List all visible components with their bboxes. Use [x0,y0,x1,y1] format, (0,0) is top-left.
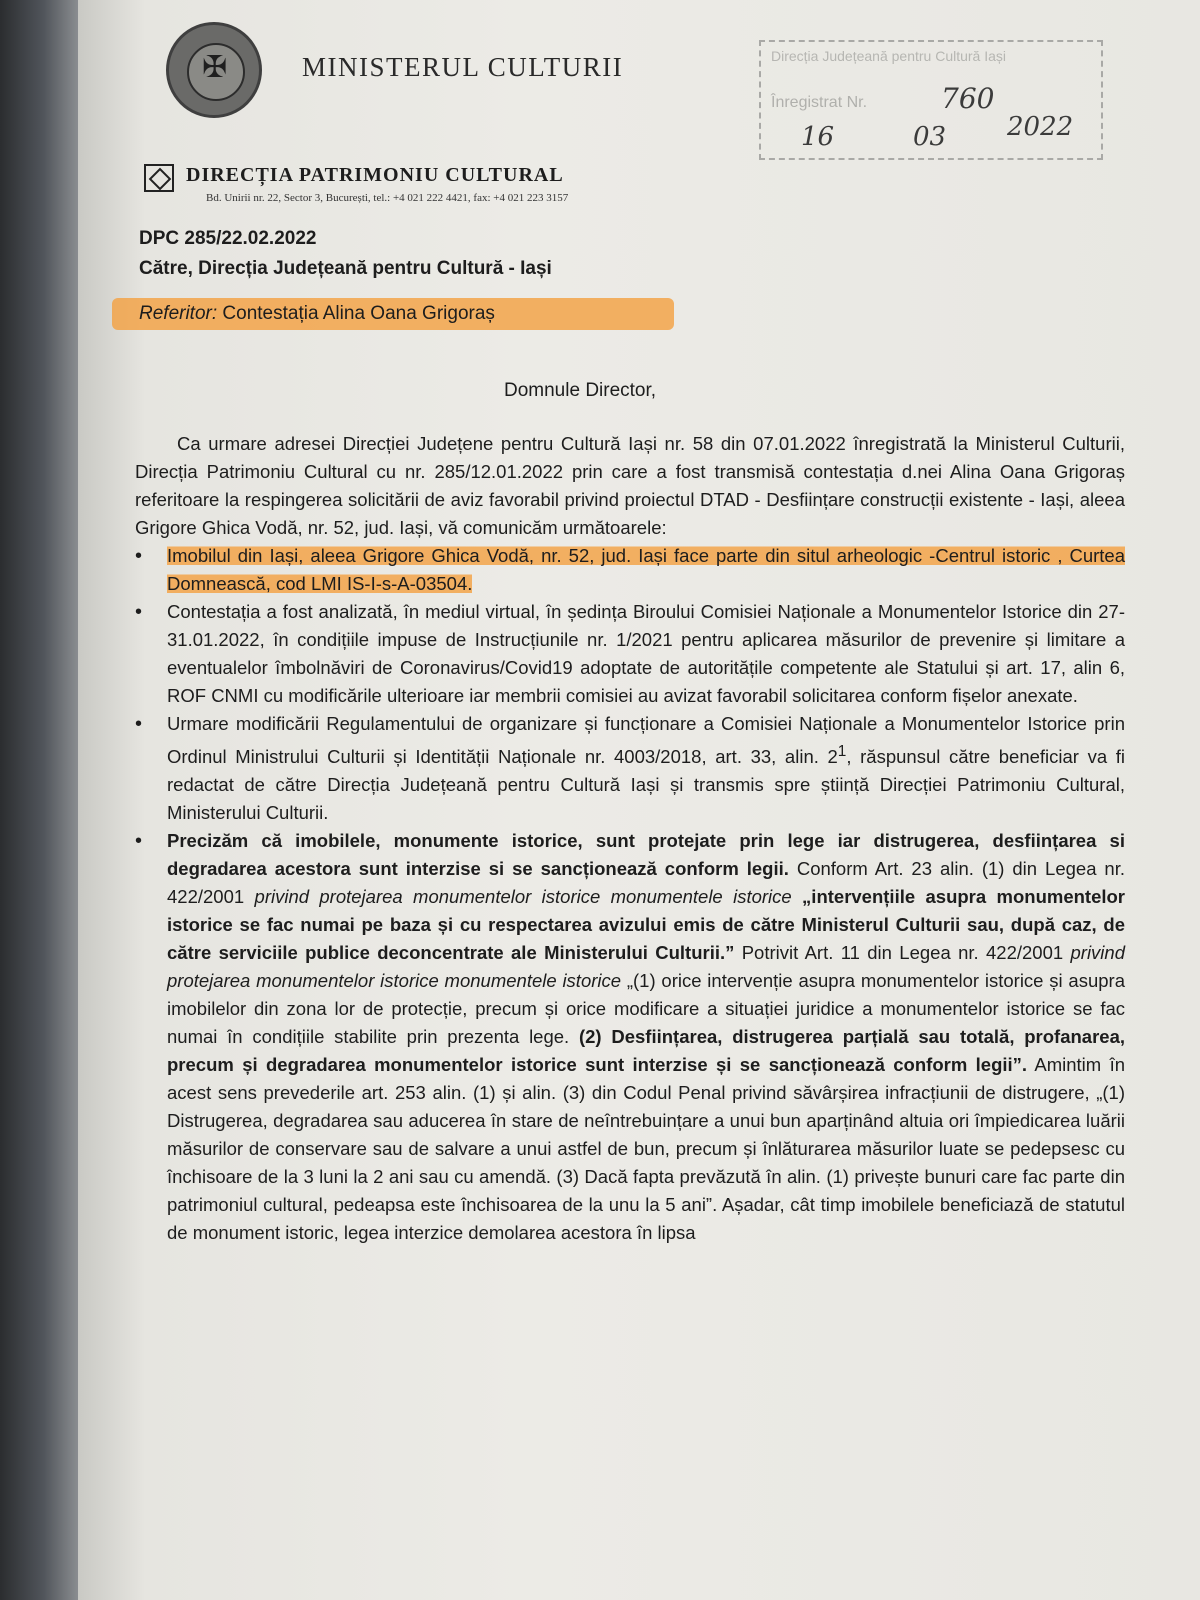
list-item [135,542,1125,598]
subject-line [139,303,495,325]
government-seal [166,22,262,118]
binder-edge [0,0,78,1600]
document-page [78,0,1200,1600]
salutation: Domnule Director, [504,380,657,401]
highlighted-text: Imobilul din Iași, aleea Grigore Ghica Vodă, nr. 52, jud. Iași face parte din situl arheologic -Centrul istoric , Curtea Domnească, cod LMI IS-I-s-A-03504. [167,545,1125,594]
subject-text: Contestația Alina Oana Grigoraș [217,303,495,324]
list-item-text: „(1) orice intervenție asupra monumentelor istorice și asupra imobilelor din zona lor de protecție, precum și orice modificare a situației juridice a monumentelor istorice se fac numai în condițiile stabilite prin prezenta lege. [167,970,1125,1048]
intro-paragraph: Ca urmare adresei Direcției Județene pentru Cultură Iași nr. 58 din 07.01.2022 înregistrată la Ministerul Culturii, Direcția Patrimoniu Cultural cu nr. 285/12.01.2022 prin care a fost transmisă contestația d.nei Alina Oana Grigoraș referitoare la respingerea solicitării de aviz favorabil privind proiectul DTAD - Desființare construcții existente - Iași, aleea Grigore Ghica Vodă, nr. 52, jud. Iași, vă comunicăm următoarele: [135,433,1125,538]
stamp-day: 16 [801,122,835,152]
list-item-text: Amintim în acest sens prevederile art. 253 alin. (1) și alin. (3) din Codul Penal privind săvârșirea infracțiunii de distrugere, „(1) Distrugerea, degradarea sau aducerea în stare de neîntrebuințare a unui bun aparținând altuia ori împiedicarea luării măsurilor de conservare sau de salvare a unui astfel de bun, precum și înlăturarea măsurilor luate se pedepsesc cu închisoare de la 3 luni la 2 ani sau cu amendă. (3) Dacă fapta prevăzută în alin. (1) privește bunuri care fac parte din patrimoniul cultural, pedeapsa este închisoarea de la unu la 5 ani”. Așadar, cât timp imobilele beneficiază de statutul de monument istoric, legea interzice demolarea acestora în lipsa [167,1054,1126,1244]
list-item-text: (2) Desființarea, distrugerea parțială sau totală, profanarea, precum și degradarea monumentelor istorice sunt interzise și se sancționează conform legii”. [167,1026,1126,1076]
list-item [135,710,1125,827]
list-item-text: , răspunsul către beneficiar va fi redactat de către Direcția Județeană pentru Cultură Iași și transmis spre știință Direcției Patrimoniu Cultural, Ministerului Culturii. [167,746,1126,824]
superscript: 1 [837,743,847,760]
stamp-number: 760 [941,82,995,115]
department-logo-icon [144,164,174,192]
subject-label: Referitor: [139,303,218,324]
points-list [135,542,1125,1247]
list-item: • Contestația a fost analizată, în mediul virtual, în ședința Biroului Comisiei Naționale a Monumentelor Istorice din 27-31.01.2022, în condițiile impuse de Instrucțiunile nr. 1/2021 pentru aplicarea măsurilor de prevenire și limitare a eventualelor îmbolnăviri de Coronavirus/Covid19 adoptate de autoritățile competente ale Statului și art. 17, alin 6, ROF CNMI cu modificările ulterioare iar membrii comisiei au avizat favorabil solicitarea conform fișelor anexate. [135,598,1125,710]
reference-number: DPC 285/22.02.2022 [139,228,317,249]
stamp-year: 2022 [1007,112,1074,142]
law-title: privind protejarea monumentelor istorice monumentele istorice [254,886,792,908]
letter-body [135,430,1125,1247]
recipient: Către, Direcția Județeană pentru Cultură - Iași [139,258,552,279]
department-address: Bd. Unirii nr. 22, Sector 3, București, tel.: +4 021 222 4421, fax: +4 021 223 3157 [206,192,569,204]
stamp-label: Înregistrat Nr. [771,94,868,111]
department-name: DIRECȚIA PATRIMONIU CULTURAL [186,164,564,186]
list-item-text: Urmare modificării Regulamentului de organizare și funcționare a Comisiei Naționale a Monumentelor Istorice prin Ordinul Ministrului Culturii și Identității Naționale nr. 4003/2018, art. 33, alin. 2 [167,713,1125,768]
eagle-icon: ✠ [202,50,228,85]
list-item-text: „intervențiile asupra monumentelor istorice se fac numai pe baza și cu respectarea avizului emis de către Ministerul Culturii sau, după caz, de către serviciile publice deconcentrate ale Ministerului Culturii.” [167,886,1126,964]
ministry-name: MINISTERUL CULTURII [302,52,624,82]
list-item-text: Conform Art. 23 alin. (1) din Legea nr. 422/2001 [167,858,1125,908]
law-title: privind protejarea monumentelor istorice monumentele istorice [167,942,1125,992]
registration-stamp [759,40,1103,160]
list-item [135,827,1125,1247]
stamp-month: 03 [913,122,947,152]
stamp-title: Direcția Județeană pentru Cultură Iași [771,48,1007,64]
list-item-text: Potrivit Art. 11 din Legea nr. 422/2001 [734,942,1071,964]
list-item-text: Precizăm că imobilele, monumente istorice, sunt protejate prin lege iar distrugerea, desființarea si degradarea acestora sunt interzise si se sancționează conform legii. [167,830,1125,880]
